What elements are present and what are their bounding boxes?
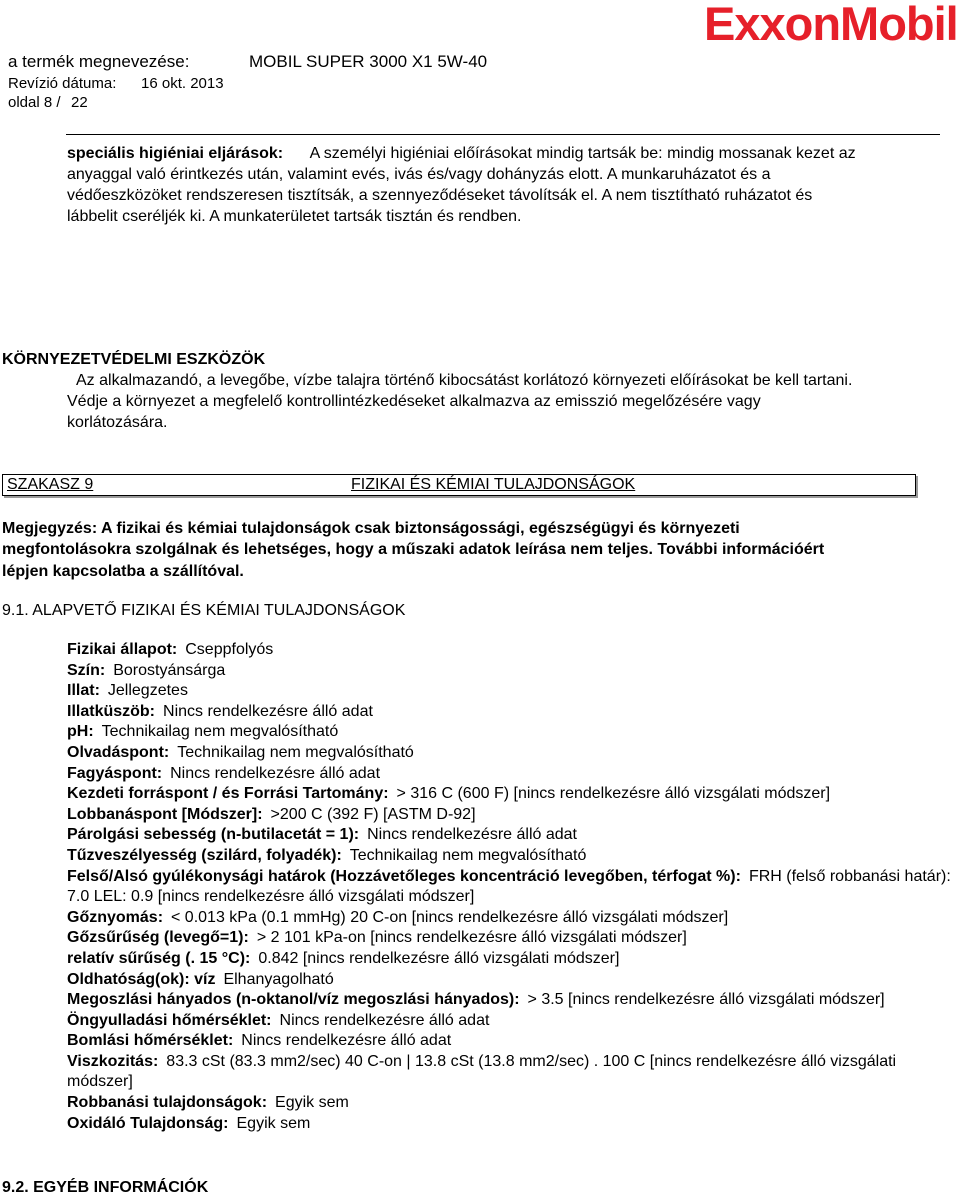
property-row [67,1011,960,1032]
property-label: Szín: [67,661,106,679]
property-value: Technikailag nem megvalósítható [101,723,339,741]
environment-line-1: Az alkalmazandó, a levegőbe, vízbe talajra történő kibocsátást korlátozó környezeti előírásokat be kell tartani. [76,372,853,389]
property-label: Fagyáspont: [67,764,163,782]
property-label: Olvadáspont: [67,743,170,761]
exxonmobil-logo: ExxonMobil [704,0,958,50]
section-header [2,474,916,496]
property-value: FRH (felső robbanási határ): 7.0 LEL: 0.9 [nincs rendelkezésre álló vizsgálati módszer] [67,867,951,906]
property-label: Felső/Alsó gyúlékonysági határok (Hozzávetőleges koncentráció levegőben, térfogat %): [67,867,741,885]
property-value: Egyik sem [275,1094,349,1112]
hygiene-text-4: lábbelit cseréljék ki. A munkaterületet tartsák tisztán és rendben. [67,208,522,225]
property-label: Robbanási tulajdonságok: [67,1094,268,1112]
section-title: FIZIKAI ÉS KÉMIAI TULAJDONSÁGOK [351,476,636,493]
property-value: > 316 C (600 F) [nincs rendelkezésre álló vizsgálati módszer] [396,785,831,803]
property-label: Megoszlási hányados (n-oktanol/víz megoszlási hányados): [67,991,520,1009]
revision-label: Revízió dátuma: [8,75,117,92]
hygiene-block [67,144,856,164]
property-label: Oxidáló Tulajdonság: [67,1114,229,1132]
property-value: Nincs rendelkezésre álló adat [163,702,373,720]
property-label: Gőzsűrűség (levegő=1): [67,929,249,947]
property-value: Egyik sem [236,1114,311,1132]
property-value: Jellegzetes [107,682,188,700]
property-value: Technikailag nem megvalósítható [349,846,587,864]
property-row [67,1031,960,1052]
property-row [67,805,960,826]
property-value: Nincs rendelkezésre álló adat [170,764,381,782]
property-row [67,928,960,949]
property-value: Cseppfolyós [185,641,274,658]
hygiene-text-1: A személyi higiéniai előírásokat mindig tartsák be: mindig mossanak kezet az [309,145,856,162]
page-label: oldal 8 / [8,94,61,111]
property-row [67,908,960,929]
property-row [67,722,960,743]
property-value: >200 C (392 F) [ASTM D-92] [270,805,476,823]
product-name: MOBIL SUPER 3000 X1 5W-40 [249,52,488,71]
property-value: Nincs rendelkezésre álló adat [241,1032,452,1050]
property-value: Borostyánsárga [113,661,226,679]
property-row [67,1093,960,1114]
revision-date: 16 okt. 2013 [141,75,224,92]
environment-line-3: korlátozására. [67,414,168,431]
property-value: > 3.5 [nincs rendelkezésre álló vizsgálati módszer] [527,991,885,1009]
property-row [67,825,960,846]
environment-heading: KÖRNYEZETVÉDELMI ESZKÖZÖK [2,351,266,368]
property-row [67,681,960,702]
property-row [67,1052,960,1093]
property-row [67,970,960,991]
property-row [67,661,960,682]
property-value: 83.3 cSt (83.3 mm2/sec) 40 C-on | 13.8 cSt (13.8 mm2/sec) . 100 C [nincs rendelkezésre álló vizsgálati módszer] [67,1052,897,1091]
property-label: Illat: [67,682,100,700]
property-row [67,702,960,723]
property-value: Elhanyagolható [223,970,334,988]
property-label: Tűzveszélyesség (szilárd, folyadék): [67,846,342,864]
property-label: pH: [67,723,94,741]
property-value: Technikailag nem megvalósítható [177,743,414,761]
property-row [67,949,960,970]
property-row [67,764,960,785]
property-label: Viszkozitás: [67,1052,159,1070]
page-total: 22 [71,94,88,111]
property-label: Oldhatóság(ok): víz [67,970,216,988]
subsection-9-2-heading: 9.2. EGYÉB INFORMÁCIÓK [2,1179,209,1196]
property-label: relatív sűrűség (. 15 °C): [67,949,251,967]
property-label: Öngyulladási hőmérséklet: [67,1011,272,1029]
property-label: Gőznyomás: [67,908,164,926]
property-value: > 2 101 kPa-on [nincs rendelkezésre álló vizsgálati módszer] [256,929,687,947]
property-row [67,867,960,908]
property-row [67,1114,960,1135]
header-divider [66,134,940,135]
property-row [67,743,960,764]
property-row [67,990,960,1011]
property-row [67,784,960,805]
property-value: Nincs rendelkezésre álló adat [367,826,577,844]
hygiene-text-2: anyaggal való érintkezés után, valamint evés, ivás és/vagy dohányzás elott. A munkaruházatot és a [67,166,771,183]
note-line-3: lépjen kapcsolatba a szállítóval. [2,563,244,580]
note-line-2: megfontolásokra szolgálnak és lehetséges, hogy a műszaki adatok leírása nem teljes. További információért [2,541,825,558]
property-label: Lobbanáspont [Módszer]: [67,805,263,823]
property-row [67,640,960,661]
property-label: Illatküszöb: [67,702,156,720]
product-label: a termék megnevezése: [8,52,190,71]
property-value: < 0.013 kPa (0.1 mmHg) 20 C-on [nincs rendelkezésre álló vizsgálati módszer] [171,908,729,926]
section-number: SZAKASZ 9 [7,476,94,493]
property-label: Bomlási hőmérséklet: [67,1032,234,1050]
property-value: Nincs rendelkezésre álló adat [279,1011,490,1029]
property-value: 0.842 [nincs rendelkezésre álló vizsgálati módszer] [258,949,620,967]
property-label: Párolgási sebesség (n-butilacetát = 1): [67,826,360,844]
property-list [67,640,960,1134]
property-label: Kezdeti forráspont / és Forrási Tartomány: [67,785,389,803]
hygiene-label: speciális higiéniai eljárások: [67,145,284,162]
property-row [67,846,960,867]
property-label: Fizikai állapot: [67,641,178,658]
environment-line-2: Védje a környezet a megfelelő kontrollintézkedéseket alkalmazva az emisszió megelőzésére vagy [67,393,761,410]
hygiene-text-3: védőeszközöket rendszeresen tisztítsák, a szennyeződéseket távolítsák el. A nem tisztítható ruházatot és [67,187,813,204]
subsection-9-1-heading: 9.1. ALAPVETŐ FIZIKAI ÉS KÉMIAI TULAJDONSÁGOK [2,602,406,619]
note-line-1: Megjegyzés: A fizikai és kémiai tulajdonságok csak biztonságossági, egészségügyi és környezeti [2,520,740,537]
